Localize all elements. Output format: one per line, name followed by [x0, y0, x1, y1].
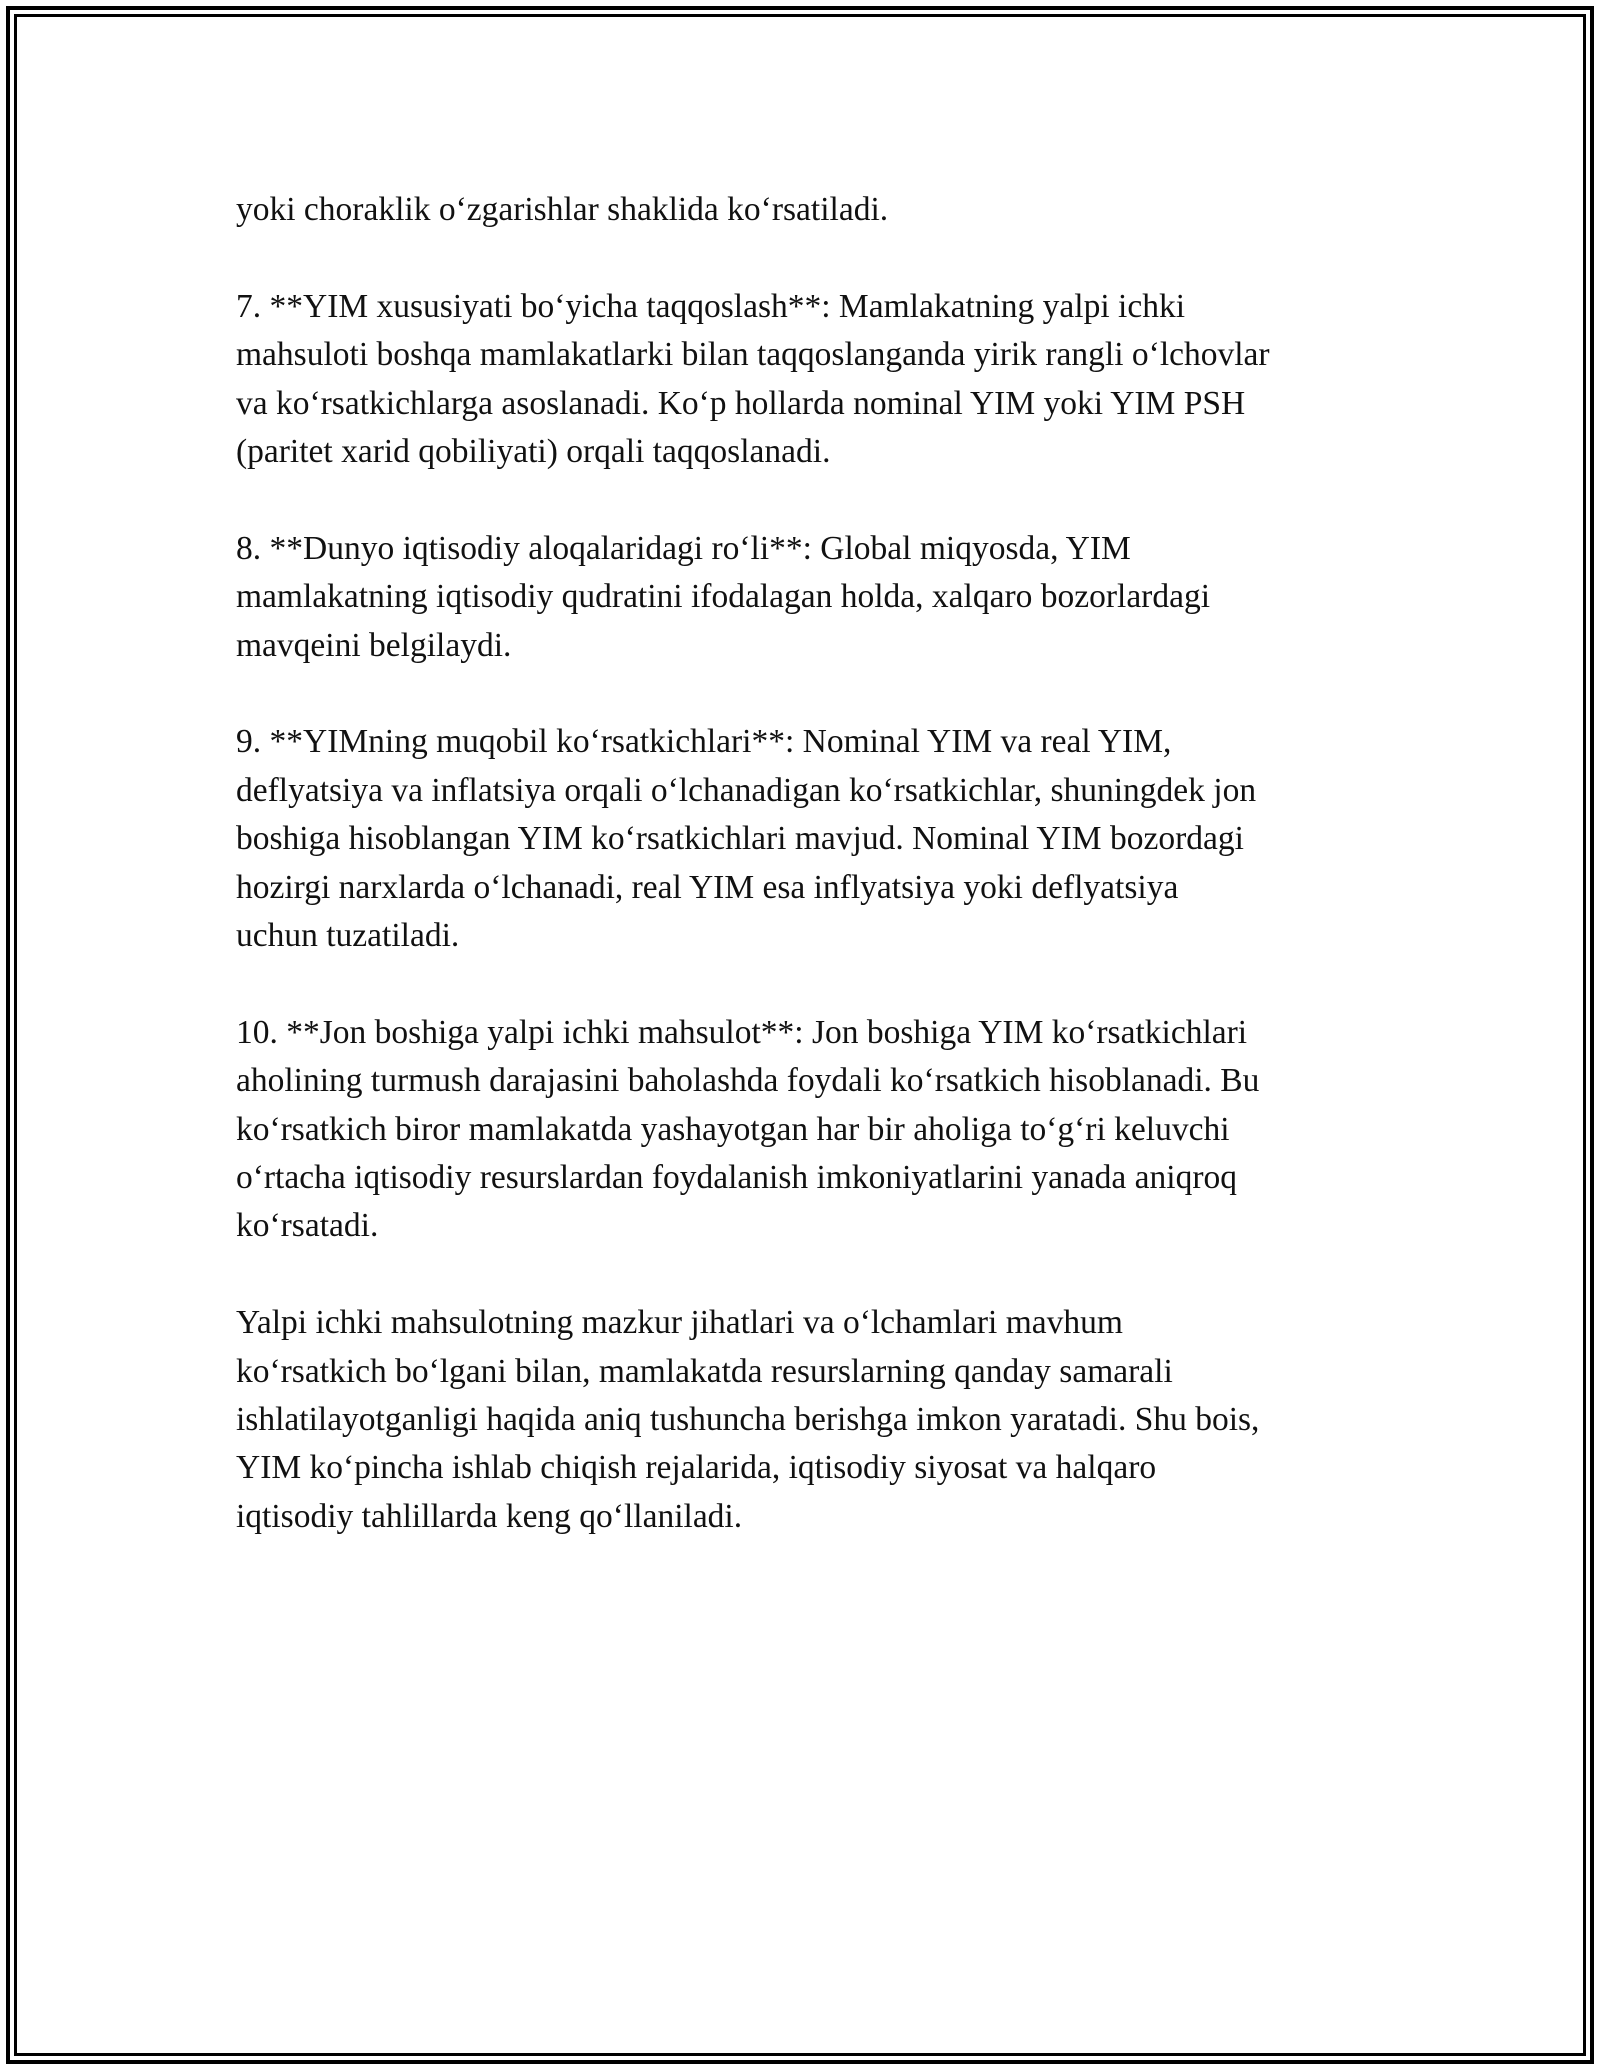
- text-line: 10. **Jon boshiga yalpi ichki mahsulot**: Jon boshiga YIM ko‘rsatkichlari: [236, 1013, 1248, 1051]
- text-line: ko‘rsatkich biror mamlakatda yashayotgan har bir aholiga to‘g‘ri keluvchi: [236, 1110, 1230, 1148]
- text-line: 8. **Dunyo iqtisodiy aloqalaridagi ro‘li**: Global miqyosda, YIM: [236, 529, 1131, 567]
- text-line: mahsuloti boshqa mamlakatlarki bilan taqqoslanganda yirik rangli o‘lchovlar: [236, 336, 1270, 374]
- text-line: aholining turmush darajasini baholashda foydali ko‘rsatkich hisoblanadi. Bu: [236, 1062, 1260, 1100]
- text-line: ko‘rsatkich bo‘lgani bilan, mamlakatda resurslarning qanday samarali: [236, 1352, 1173, 1390]
- text-line: 9. **YIMning muqobil ko‘rsatkichlari**: Nominal YIM va real YIM,: [236, 723, 1172, 761]
- paragraph-conclusion: [236, 1299, 1376, 1541]
- text-line: 7. **YIM xususiyati bo‘yicha taqqoslash**: Mamlakatning yalpi ichki: [236, 287, 1186, 325]
- paragraph-item-10: [236, 1009, 1376, 1251]
- text-line: hozirgi narxlarda o‘lchanadi, real YIM esa inflyatsiya yoki deflyatsiya: [236, 868, 1179, 906]
- text-line: uchun tuzatiladi.: [236, 917, 460, 955]
- text-line: ishlatilayotganligi haqida aniq tushuncha berishga imkon yaratadi. Shu bois,: [236, 1401, 1260, 1439]
- paragraph-item-8: [236, 525, 1376, 670]
- text-line: YIM ko‘pincha ishlab chiqish rejalarida, iqtisodiy siyosat va halqaro: [236, 1449, 1157, 1487]
- text-line: o‘rtacha iqtisodiy resurslardan foydalanish imkoniyatlarini yanada aniqroq: [236, 1159, 1237, 1197]
- text-line: (paritet xarid qobiliyati) orqali taqqoslanadi.: [236, 433, 831, 471]
- paragraph-continuation: [236, 186, 1376, 234]
- text-line: deflyatsiya va inflatsiya orqali o‘lchanadigan ko‘rsatkichlar, shuningdek jon: [236, 771, 1257, 809]
- text-line: mamlakatning iqtisodiy qudratini ifodalagan holda, xalqaro bozorlardagi: [236, 578, 1211, 616]
- text-line: Yalpi ichki mahsulotning mazkur jihatlari va o‘lchamlari mavhum: [236, 1304, 1123, 1342]
- document-body: [236, 186, 1376, 1590]
- text-line: ko‘rsatadi.: [236, 1207, 379, 1245]
- paragraph-item-9: [236, 718, 1376, 960]
- text-line: boshiga hisoblangan YIM ko‘rsatkichlari mavjud. Nominal YIM bozordagi: [236, 820, 1244, 858]
- text-line: va ko‘rsatkichlarga asoslanadi. Ko‘p hollarda nominal YIM yoki YIM PSH: [236, 384, 1246, 422]
- text-line: yoki choraklik o‘zgarishlar shaklida ko‘rsatiladi.: [236, 191, 889, 228]
- paragraph-item-7: [236, 283, 1376, 477]
- text-line: iqtisodiy tahlillarda keng qo‘llaniladi.: [236, 1497, 743, 1535]
- text-line: mavqeini belgilaydi.: [236, 626, 512, 664]
